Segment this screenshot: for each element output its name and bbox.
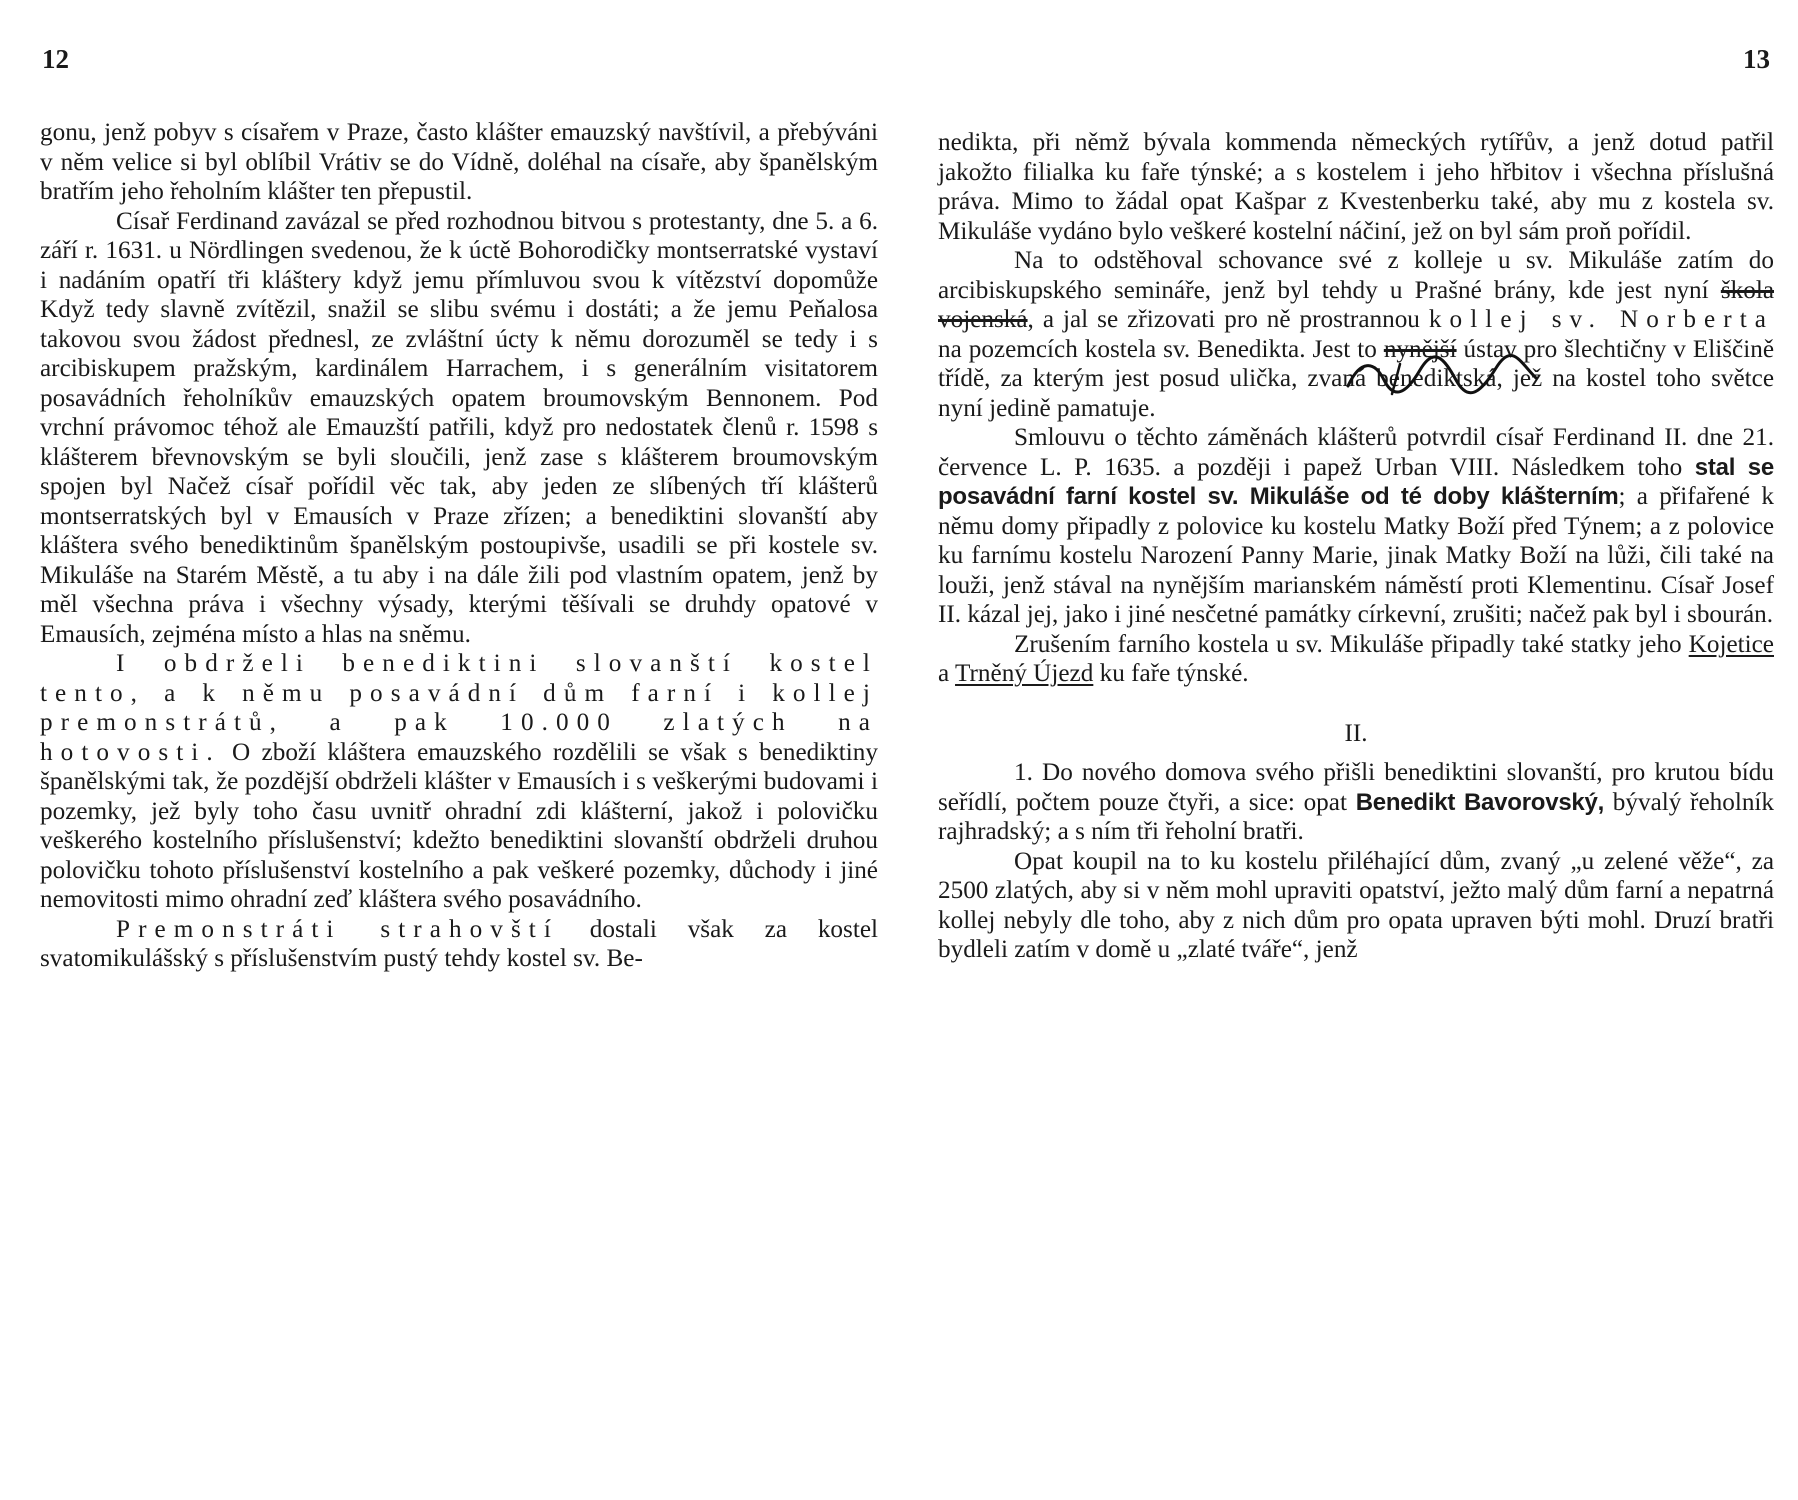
underlined-kojetice: Kojetice [1688,630,1774,658]
struck-text-current: nynější [1383,335,1457,363]
right-paragraph-2-c: na pozemcích kostela sv. Benedikta. Jest to [938,335,1377,363]
left-page-text [40,118,878,974]
right-paragraph-3-bold: stal se posavádní farní kostel sv. Mikuláše od té doby klášterním [938,453,1775,510]
left-paragraph-4-rest: dostali však za kostel svatomikulášský s příslušenstvím pustý tehdy kostel sv. Be- [40,915,879,972]
right-paragraph-4-and: a [938,660,950,687]
left-paragraph-4 [40,915,878,974]
right-paragraph-3 [938,423,1774,630]
right-paragraph-3-a: Smlouvu o těchto záměnách klášterů potvrdil císař Ferdinand II. dne 21. července L. P. 1635. a později i papež Urban VIII. Následkem toho [938,424,1774,481]
struck-text-school: škola vojenská [938,276,1774,333]
right-paragraph-6: Opat koupil na to ku kostelu přiléhající dům, zvaný „u zelené věže“, za 2500 zlatých, aby si v něm mohl upraviti opatství, ježto malý dům farní a nepatrná kollej nebyly dle toho, aby z nich dům pro opata upraven býti mohl. Druzí bratři bydleli zatím v domě u „zlaté tváře“, jenž [938,847,1774,963]
left-paragraph-3 [40,649,878,915]
right-paragraph-4-a: Zrušením farního kostela u sv. Mikuláše připadly také statky jeho [1014,630,1682,658]
right-page-number: 13 [1743,44,1770,74]
right-paragraph-2-spaced: kollej sv. Norberta [1428,306,1775,333]
right-paragraph-5-a: 1. Do nového domova svého přišli benediktini slovanští, pro krutou bídu seřídlí, počtem pouze čtyři, a sice: opat [938,759,1774,816]
right-paragraph-5-b: bývalý řeholník rajhradský; a s ním tři řeholní bratři. [938,788,1774,845]
right-paragraph-2-d: ústav pro šlechtičny v Eliščině třídě, za kterým jest posud ulička, zvaná benediktská, jež na kostel toho světce nyní jedině pamatuje. [938,335,1774,422]
left-page-number: 12 [42,44,69,74]
right-paragraph-2-a: Na to odstěhoval schovance své z kolleje u sv. Mikuláše zatím do arcibiskupského semináře, jenž byl tehdy u Prašné brány, kde jest nyní [938,247,1774,304]
left-paragraph-4-spaced: Premonstráti strahovští [116,915,559,943]
right-paragraph-2-b: , a jal se zřizovati pro ně prostrannou [1027,306,1420,333]
left-paragraph-1: gonu, jenž pobyv s císařem v Praze, často klášter emauzský navštívil, a přebýváni v něm velice si byl oblíbil Vrátiv se do Vídně, doléhal na císaře, aby španělským bratřím jeho řeholním klášter ten přepustil. [40,119,878,205]
right-page-text [938,128,1774,965]
left-paragraph-3-rest: O zboží kláštera emauzského rozdělili se však s benediktiny španělskými tak, že pozdější obdrželi klášter v Emausích i s veškerými budovami i pozemky, jež byly toho času uvnitř ohradní zdi klášterní, jakož i polovičku veškerého kostelního příslušenství; kdežto benediktini slovanští obdrželi druhou polovičku tohoto příslušenství kostelního a pak veškeré pozemky, důchody i jiné nemovitosti mimo ohradní zeď kláštera svého posavádního. [40,738,878,913]
right-paragraph-4-b: ku faře týnské. [1099,660,1249,687]
right-paragraph-2 [938,246,1774,423]
right-paragraph-5-bold: Benedikt Bavorovský, [1355,788,1605,816]
right-paragraph-3-b: ; a přifařené k němu domy připadly z polovice ku kostelu Matky Boží před Týnem; a z polovice ku farnímu kostelu Narození Panny Marie, jinak Matky Boží na lůži, čili také na louži, jenž stával na nynějším marianském náměstí proti Klementinu. Císař Josef II. kázal jej, jako i jiné nesčetné památky církevní, zrušiti; načež pak byl i sbourán. [938,483,1774,628]
right-paragraph-1: nedikta, při němž bývala kommenda německých rytířův, a jenž dotud patřil jakožto filialka ku faře týnské; a s kostelem i jeho hřbitov i všechna příslušná práva. Mimo to žádal opat Kašpar z Kvestenberku také, aby mu z kostela sv. Mikuláše vydáno bylo veškeré kostelní náčiní, jež on byl sám proň pořídil. [938,129,1774,245]
right-paragraph-5 [938,758,1774,847]
underlined-trneny-ujezd: Trněný Újezd [955,660,1094,687]
section-heading: II. [1344,719,1368,747]
left-paragraph-3-spaced: I obdrželi benediktini slovanští kostel tento, a k němu posavádní dům farní i kollej premonstrátů, a pak 10.000 zlatých na hotovosti. [40,650,878,766]
right-paragraph-4 [938,630,1774,689]
left-paragraph-2: Císař Ferdinand zavázal se před rozhodnou bitvou s protestanty, dne 5. a 6. září r. 1631. u Nördlingen svedenou, že k úctě Bohorodičky montserratské vystaví i nadáním opatří tři kláštery když jemu přímluvou svou k vítězství dopomůže Když tedy slavně zvítězil, snažil se slibu svému i dostáti; a že jemu Peňalosa takovou svou žádost přednesl, ze zvláštní úcty k němu dorozuměl se tedy i s arcibiskupem pražským, kardinálem Harrachem, i s generálním visitatorem posavádních řeholníkův emauzských opatem broumovským Bennonem. Pod vrchní právomoc téhož ale Emauzští patřili, když pro nedostatek členů r. 1598 s klášterem břevnovským se byli sloučili, jenž zase s klášterem broumovským spojen byl Načež císař pořídil věc tak, aby jeden ze slíbených tří klášterů montserratských byl v Emausích v Praze zřízen; a benediktini slovanští aby kláštera svého benediktinům španělským postoupivše, usadili se při kostele sv. Mikuláše na Starém Městě, a tu aby i na dále žili pod vlastním opatem, jenž by měl všechna práva i všechny výsady, kterými těšívali se druhdy opatové v Emausích, zejména místo a hlas na sněmu. [40,207,878,648]
